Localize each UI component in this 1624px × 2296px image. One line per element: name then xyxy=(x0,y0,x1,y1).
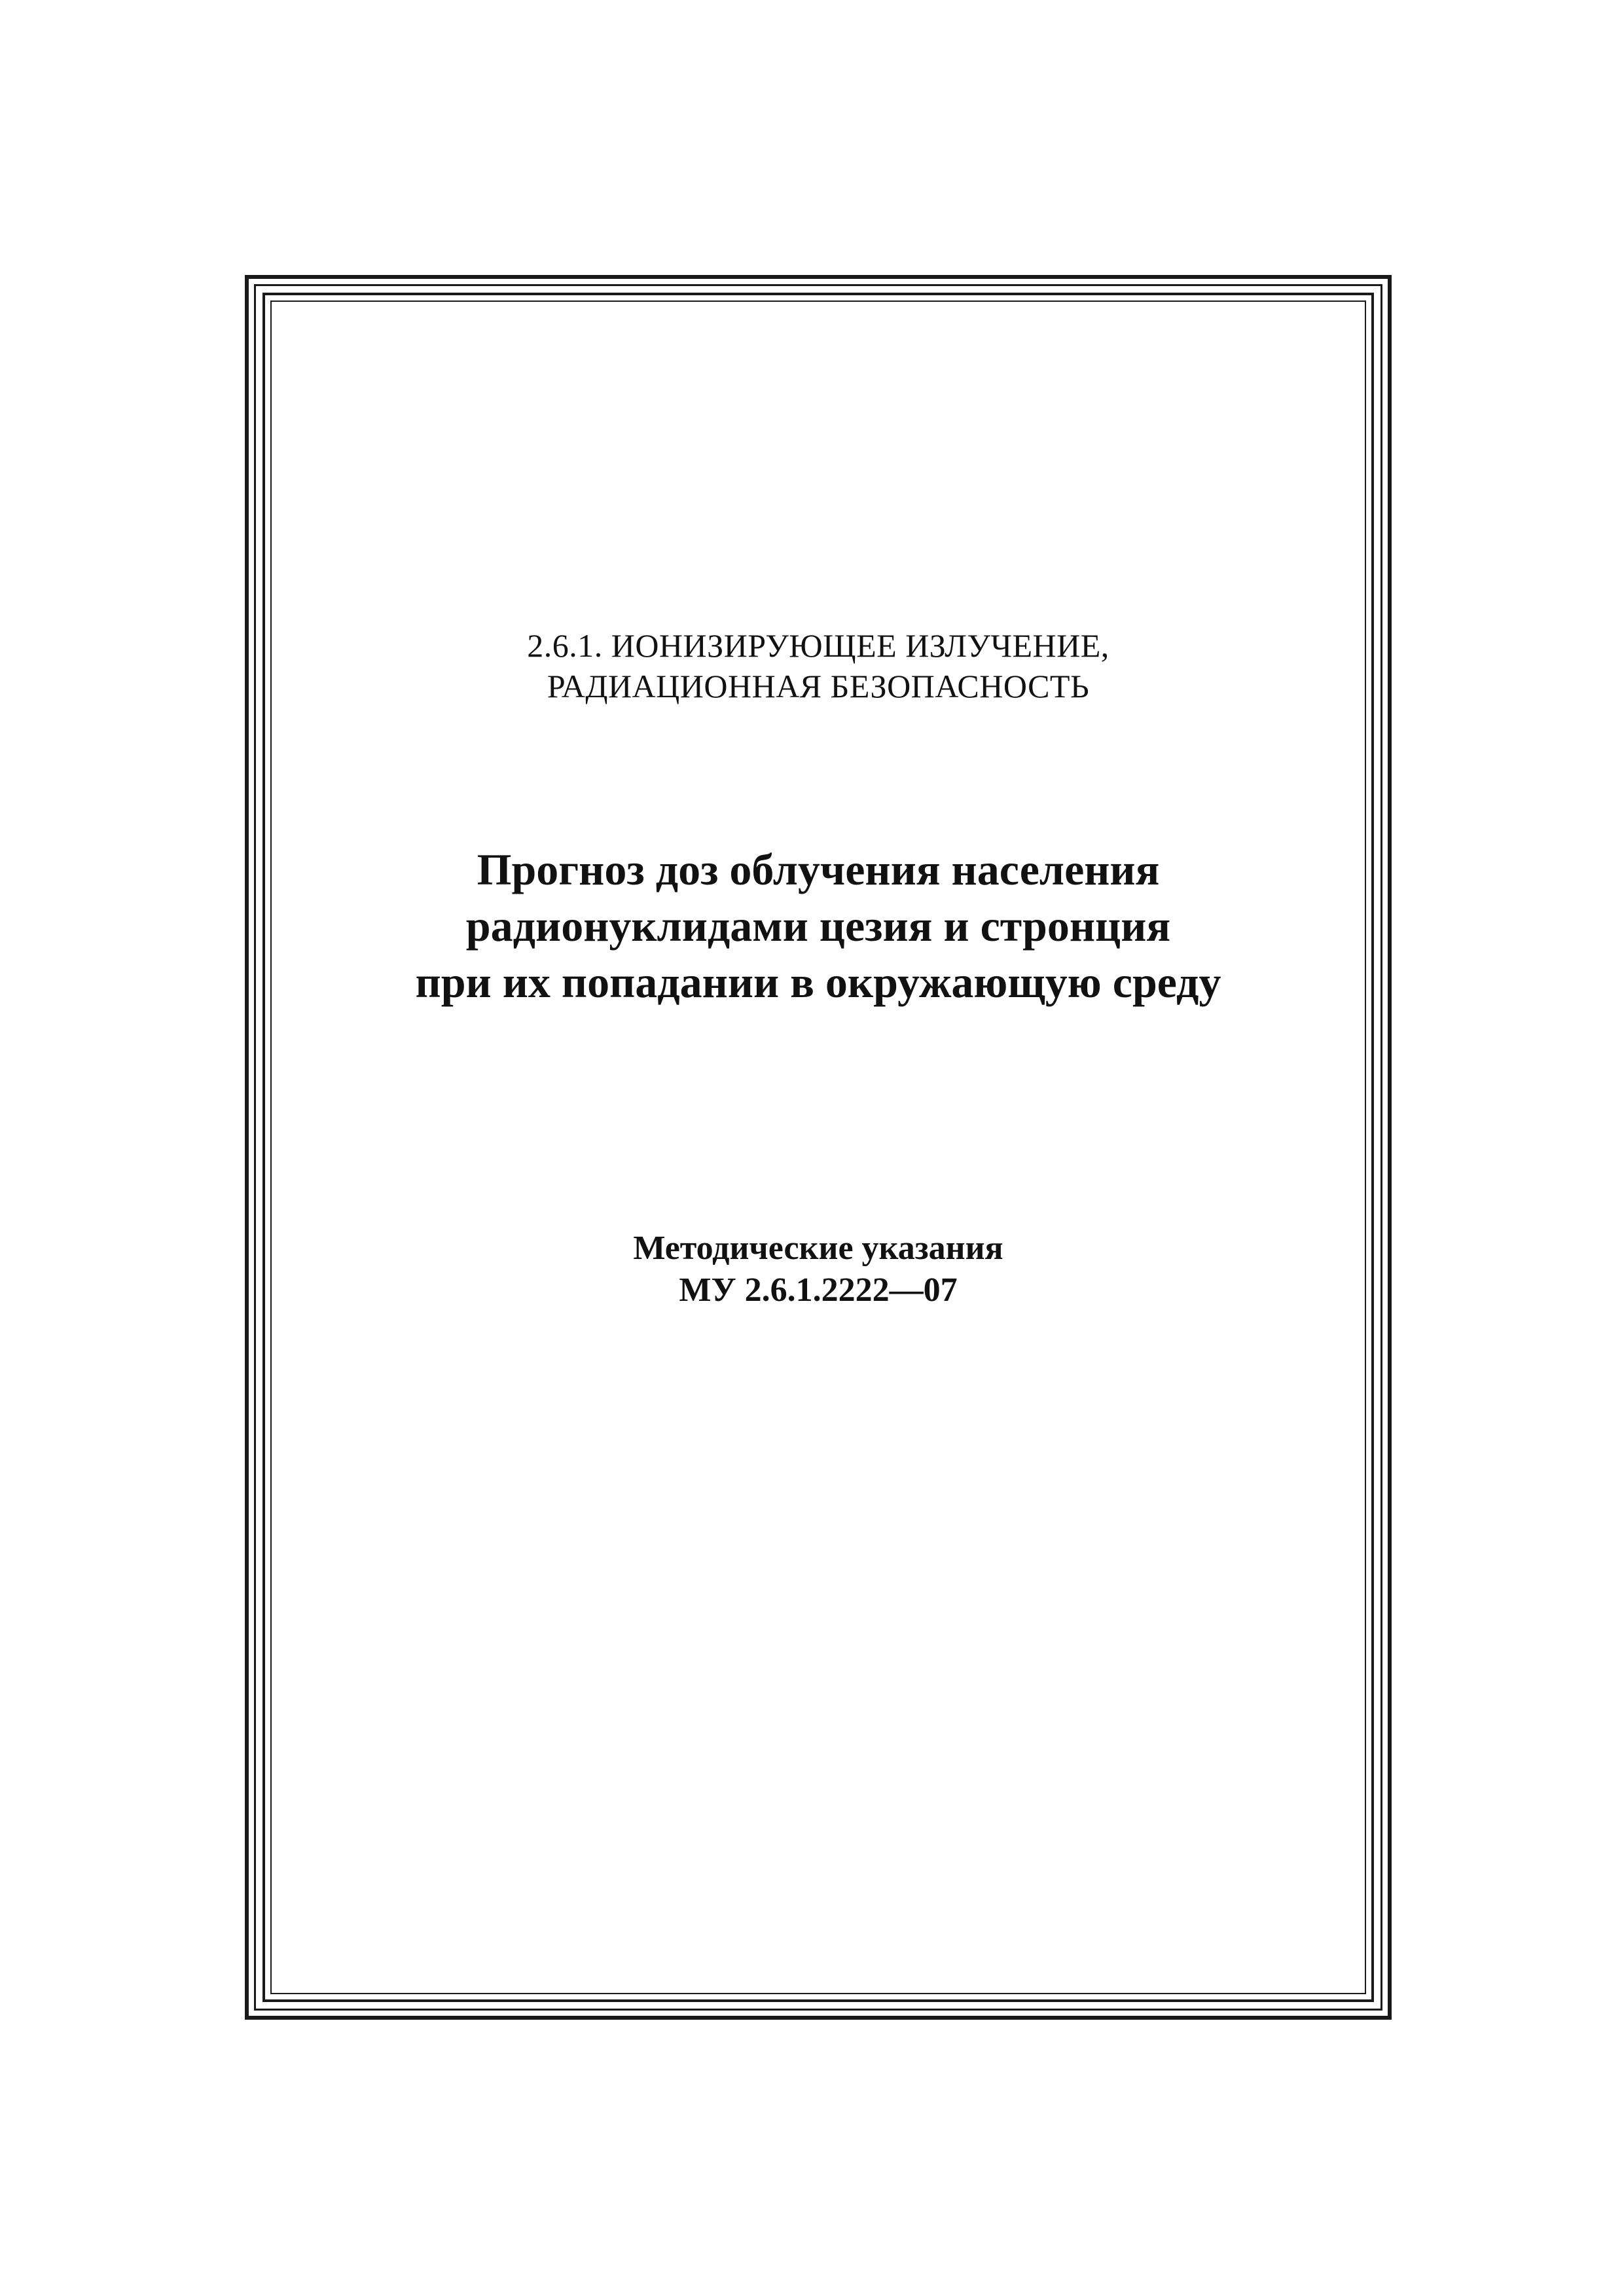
page-border-mid-rule xyxy=(254,284,1382,2011)
category-line-2: РАДИАЦИОННАЯ БЕЗОПАСНОСТЬ xyxy=(547,668,1090,704)
page-border-innermost-rule xyxy=(270,301,1366,1994)
document-code: МУ 2.6.1.2222—07 xyxy=(679,1271,958,1309)
document-title xyxy=(245,841,1392,1010)
title-line-3: при их попадании в окружающую среду xyxy=(415,957,1221,1007)
category-line-1: 2.6.1. ИОНИЗИРУЮЩЕЕ ИЗЛУЧЕНИЕ, xyxy=(527,627,1110,664)
document-type: Методические указания xyxy=(633,1230,1003,1267)
page-border-inner-rule xyxy=(262,293,1374,2002)
document-designation xyxy=(245,1228,1392,1311)
title-line-2: радионуклидами цезия и стронция xyxy=(465,901,1171,951)
title-line-1: Прогноз доз облучения населения xyxy=(477,845,1160,894)
page-border-frame xyxy=(245,275,1392,2020)
section-category-heading xyxy=(245,625,1392,706)
